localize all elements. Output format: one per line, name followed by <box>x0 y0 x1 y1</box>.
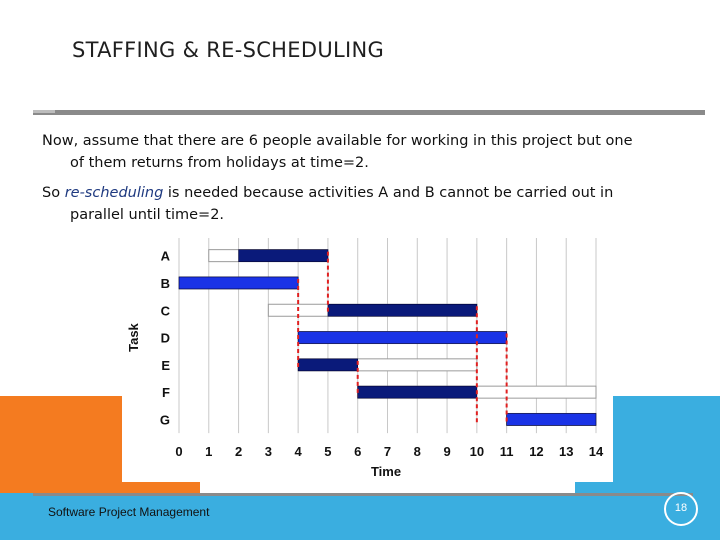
title-divider <box>33 110 705 115</box>
footer-text: Software Project Management <box>48 505 210 519</box>
paragraph1-line1: Now, assume that there are 6 people available for working in this project but one <box>42 133 633 149</box>
paragraph-rescheduling <box>42 182 682 226</box>
task-label-F: F <box>162 385 170 401</box>
x-tick-label-3: 3 <box>264 444 272 460</box>
task-label-G: G <box>159 412 170 428</box>
slide-title: STAFFING & RE-SCHEDULING <box>72 38 385 62</box>
paragraph2-emphasis: re-scheduling <box>64 185 164 201</box>
x-tick-label-0: 0 <box>175 444 183 460</box>
task-bar-A <box>239 250 328 262</box>
task-label-E: E <box>161 357 170 373</box>
y-axis-label: Task <box>126 323 141 352</box>
x-tick-label-6: 6 <box>354 444 362 460</box>
x-tick-label-5: 5 <box>324 444 332 460</box>
task-bar-D <box>298 332 507 344</box>
task-bar-G <box>507 413 596 425</box>
task-label-D: D <box>160 330 170 346</box>
task-label-A: A <box>160 248 170 264</box>
task-bar-C <box>328 304 477 316</box>
x-tick-label-1: 1 <box>205 444 213 460</box>
x-tick-label-14: 14 <box>588 444 604 460</box>
task-bar-B <box>179 277 298 289</box>
task-bar-E <box>298 359 358 371</box>
x-tick-label-2: 2 <box>234 444 243 460</box>
x-tick-label-4: 4 <box>294 444 302 460</box>
slide-number: 18 <box>664 492 698 526</box>
paragraph1-line2: of them returns from holidays at time=2. <box>70 155 369 171</box>
paragraph2-prefix: So <box>42 185 65 201</box>
task-label-C: C <box>160 303 170 319</box>
paragraph2-line2: parallel until time=2. <box>70 207 225 223</box>
x-tick-label-13: 13 <box>558 444 574 460</box>
footer-divider <box>33 493 693 496</box>
task-bar-F <box>358 386 477 398</box>
title-divider-accent <box>33 110 55 113</box>
paragraph2-suffix: is needed because activities A and B cannot be carried out in <box>163 185 614 201</box>
x-tick-label-12: 12 <box>529 444 544 460</box>
x-axis-label: Time <box>370 464 402 479</box>
x-tick-label-8: 8 <box>413 444 421 460</box>
paragraph-staffing <box>42 130 682 174</box>
task-label-B: B <box>160 275 170 291</box>
x-tick-label-9: 9 <box>443 444 451 460</box>
gantt-chart <box>122 234 613 482</box>
x-tick-label-10: 10 <box>469 444 485 460</box>
x-tick-label-11: 11 <box>499 444 514 460</box>
gantt-chart-panel <box>122 234 613 482</box>
x-tick-label-7: 7 <box>383 444 392 460</box>
